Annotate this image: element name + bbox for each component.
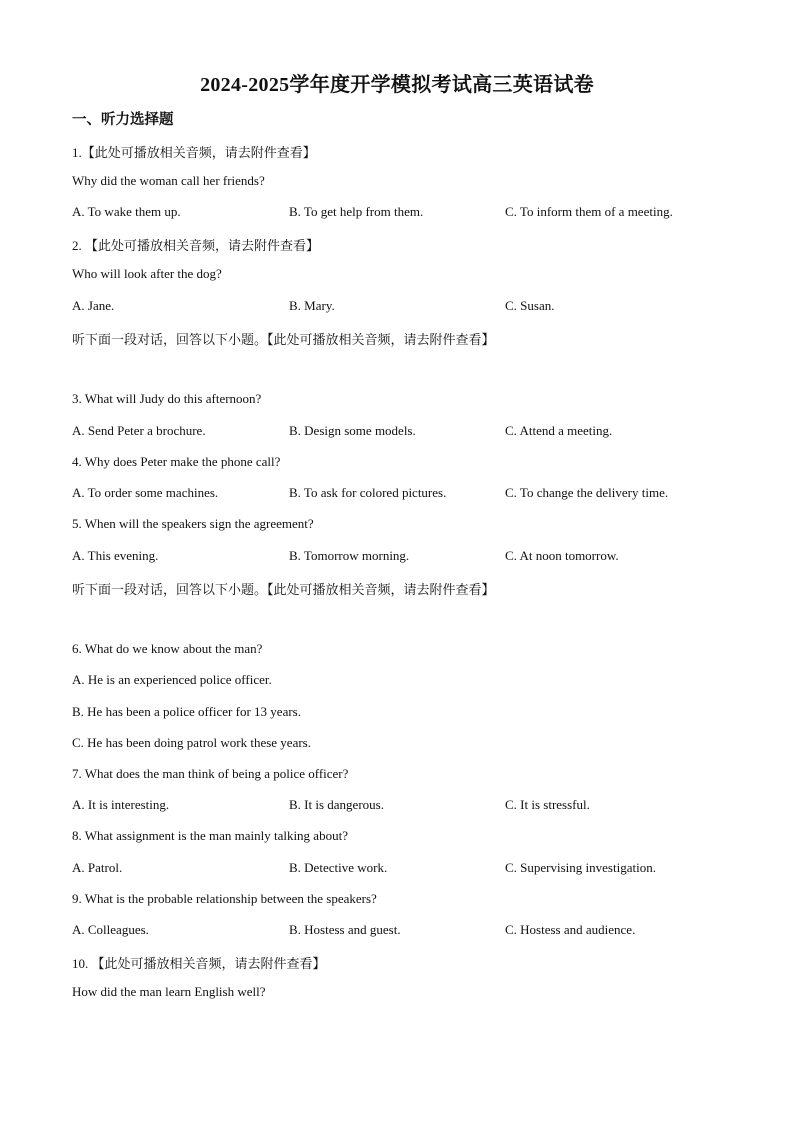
- q8-option-b: B. Detective work.: [289, 860, 388, 875]
- q9-option-b: B. Hostess and guest.: [289, 922, 401, 937]
- q8-option-a: A. Patrol.: [72, 860, 123, 875]
- q2-option-b: B. Mary.: [289, 298, 335, 313]
- q5-stem: 5. When will the speakers sign the agreement?: [72, 516, 314, 531]
- q9-stem: 9. What is the probable relationship between the speakers?: [72, 891, 377, 906]
- q6-option-c: C. He has been doing patrol work these years.: [72, 735, 311, 750]
- q3-option-b: B. Design some models.: [289, 423, 416, 438]
- q4-option-a: A. To order some machines.: [72, 485, 219, 500]
- exam-title: 2024-2025学年度开学模拟考试高三英语试卷: [200, 74, 594, 96]
- q4-option-b: B. To ask for colored pictures.: [289, 485, 447, 500]
- q8-option-c: C. Supervising investigation.: [505, 860, 656, 875]
- section-heading: 一、听力选择题: [72, 112, 174, 128]
- q2-audio-note[interactable]: 2. 【此处可播放相关音频，请去附件查看】: [72, 238, 320, 253]
- q5-option-c: C. At noon tomorrow.: [505, 548, 619, 563]
- q4-option-c: C. To change the delivery time.: [505, 485, 669, 500]
- dialog-instruction-2[interactable]: 听下面一段对话，回答以下小题。【此处可播放相关音频，请去附件查看】: [72, 582, 495, 597]
- q10-stem: How did the man learn English well?: [72, 984, 266, 999]
- q6-option-a: A. He is an experienced police officer.: [72, 672, 272, 687]
- q3-option-a: A. Send Peter a brochure.: [72, 423, 206, 438]
- q7-option-a: A. It is interesting.: [72, 797, 170, 812]
- q4-stem: 4. Why does Peter make the phone call?: [72, 454, 281, 469]
- q6-option-b: B. He has been a police officer for 13 years.: [72, 704, 301, 719]
- q5-option-b: B. Tomorrow morning.: [289, 548, 410, 563]
- q1-option-c: C. To inform them of a meeting.: [505, 204, 673, 219]
- q10-audio-note[interactable]: 10. 【此处可播放相关音频，请去附件查看】: [72, 956, 326, 971]
- q9-option-c: C. Hostess and audience.: [505, 922, 636, 937]
- q1-option-a: A. To wake them up.: [72, 204, 181, 219]
- q5-option-a: A. This evening.: [72, 548, 159, 563]
- dialog-instruction-1[interactable]: 听下面一段对话，回答以下小题。【此处可播放相关音频，请去附件查看】: [72, 332, 495, 347]
- q1-option-b: B. To get help from them.: [289, 204, 424, 219]
- q7-option-c: C. It is stressful.: [505, 797, 590, 812]
- q7-stem: 7. What does the man think of being a police officer?: [72, 766, 349, 781]
- q3-option-c: C. Attend a meeting.: [505, 423, 613, 438]
- q2-stem: Who will look after the dog?: [72, 266, 222, 281]
- q9-option-a: A. Colleagues.: [72, 922, 149, 937]
- q1-audio-note[interactable]: 1.【此处可播放相关音频，请去附件查看】: [72, 145, 316, 160]
- q2-option-a: A. Jane.: [72, 298, 115, 313]
- q8-stem: 8. What assignment is the man mainly talking about?: [72, 828, 348, 843]
- q6-stem: 6. What do we know about the man?: [72, 641, 263, 656]
- q1-stem: Why did the woman call her friends?: [72, 173, 265, 188]
- q2-option-c: C. Susan.: [505, 298, 555, 313]
- q7-option-b: B. It is dangerous.: [289, 797, 384, 812]
- q3-stem: 3. What will Judy do this afternoon?: [72, 391, 262, 406]
